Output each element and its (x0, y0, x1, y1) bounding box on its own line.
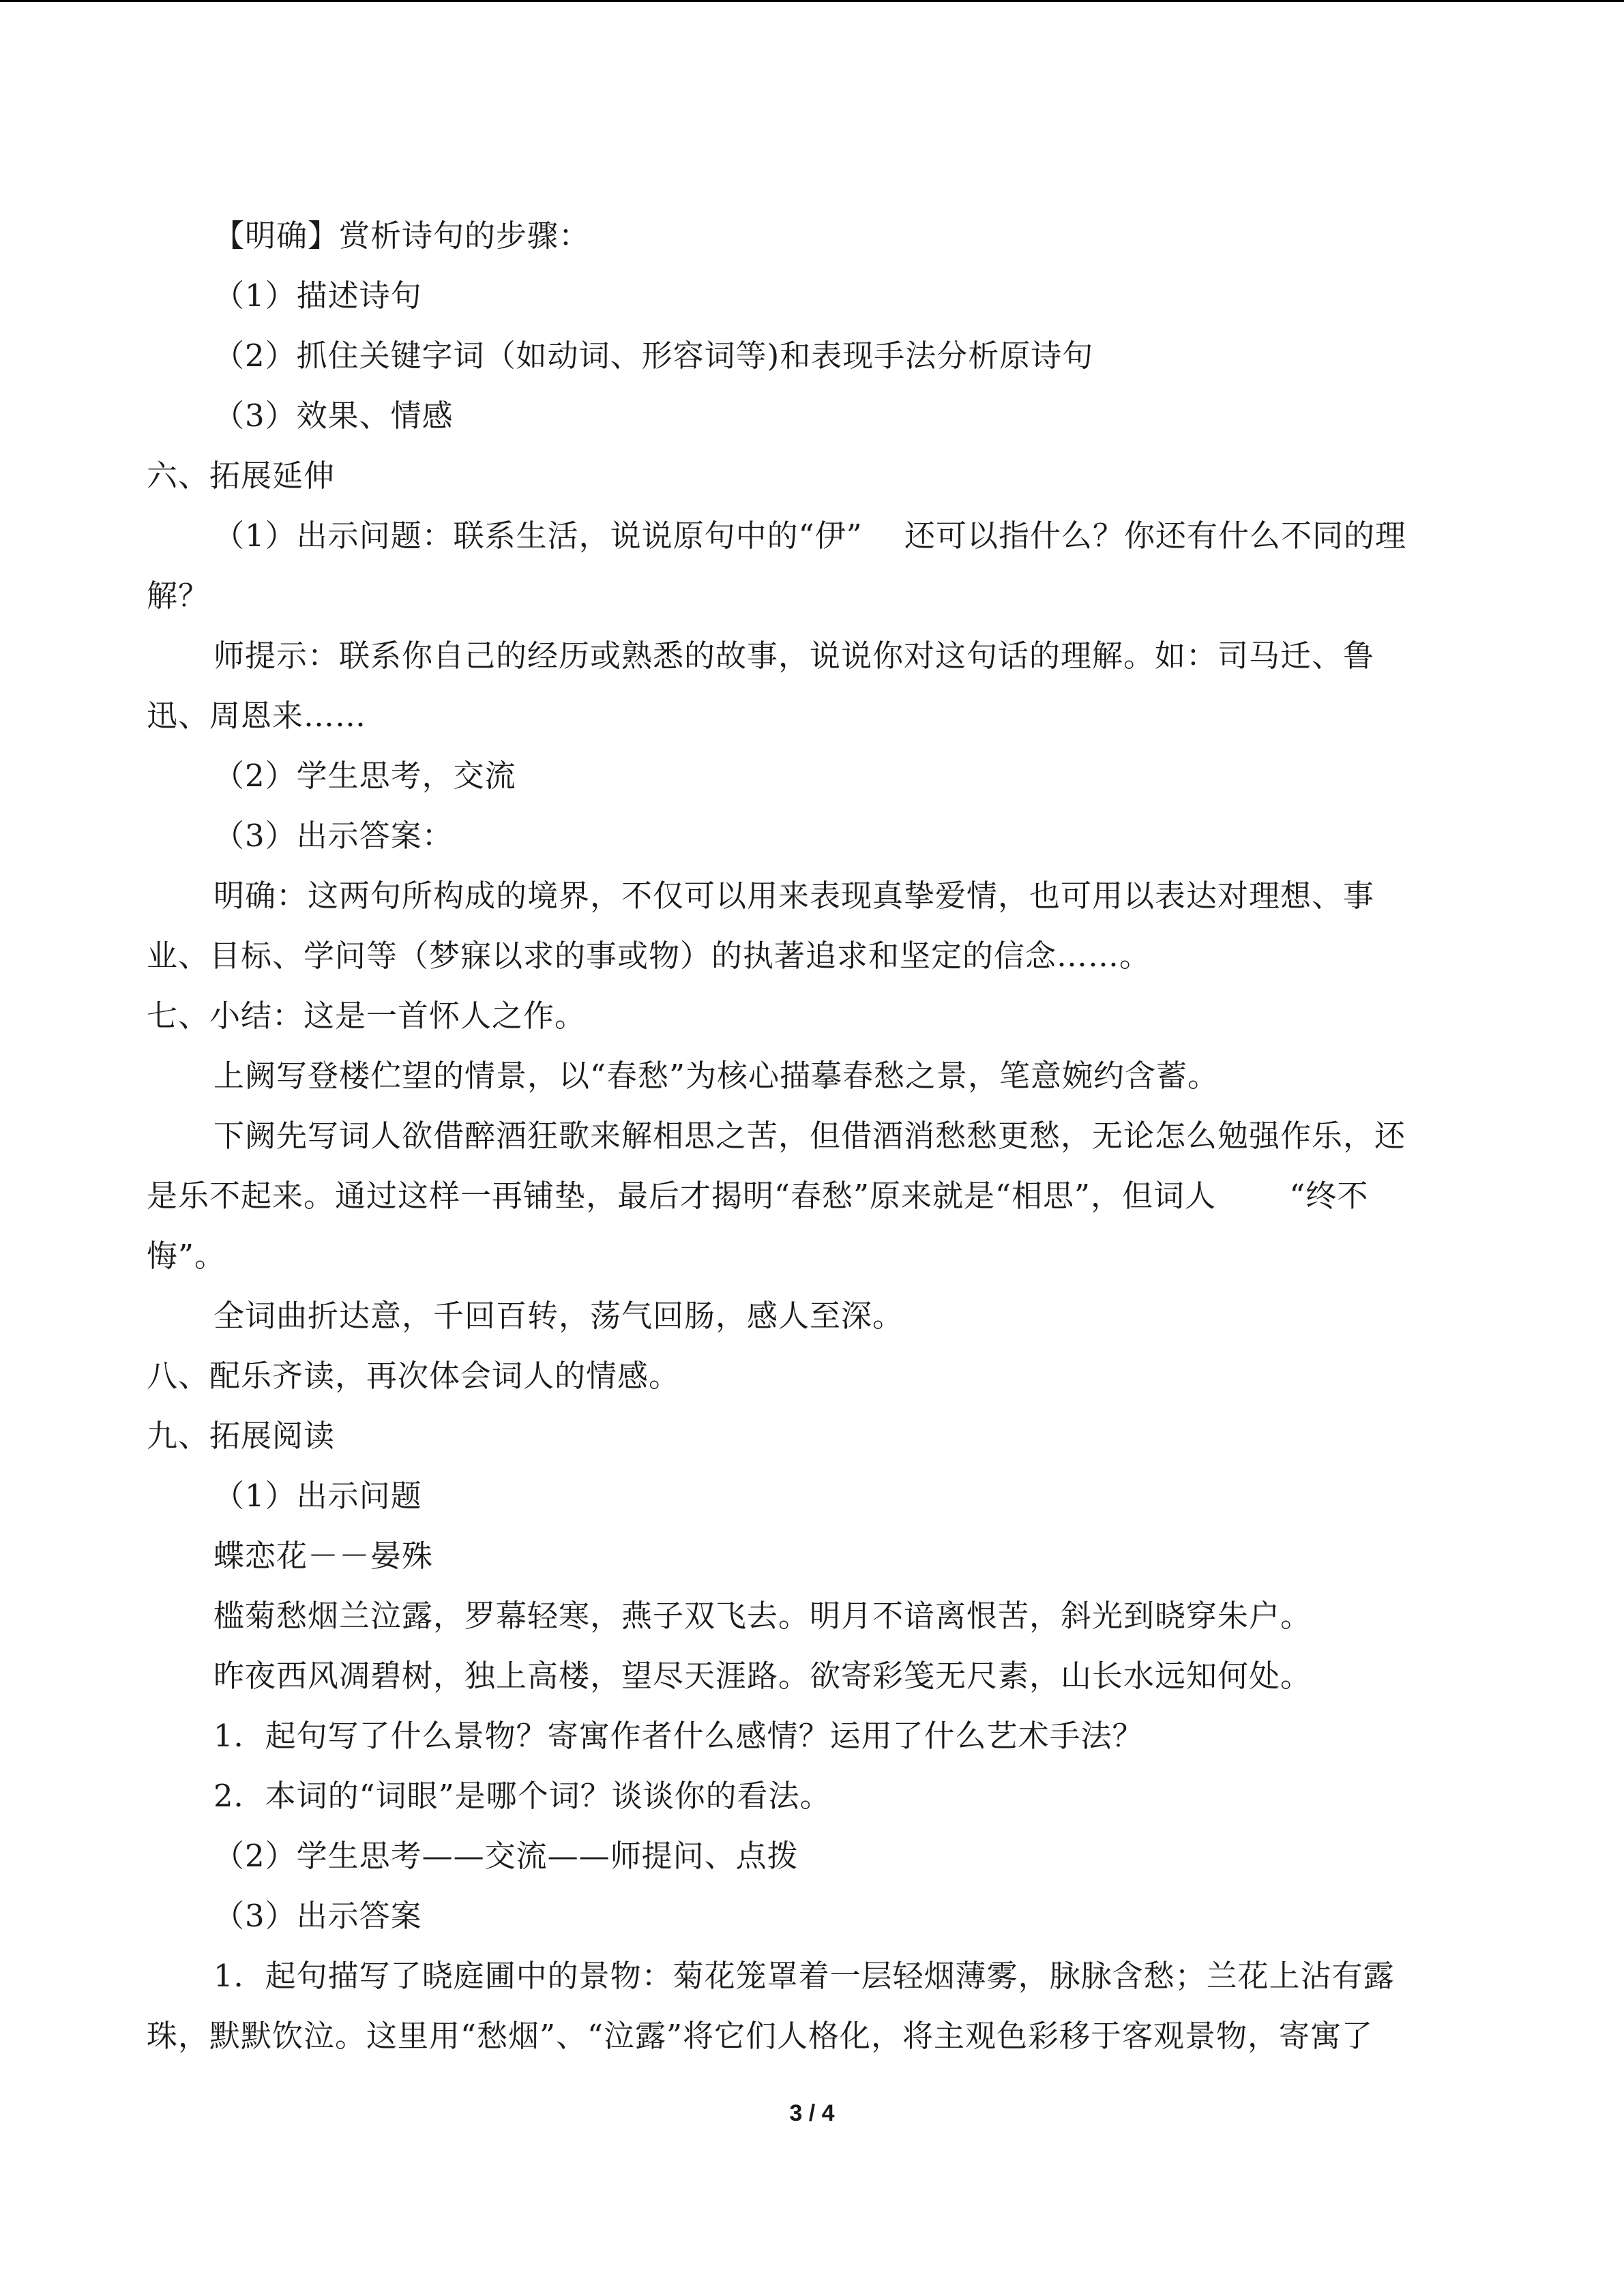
text-line: 珠，默默饮泣。这里用“愁烟”、“泣露”将它们人格化，将主观色彩移于客观景物，寄寓了 (147, 2018, 1374, 2054)
text-line: 迅、周恩来…… (147, 698, 367, 734)
text-line: （2）抓住关键字词（如动词、形容词等)和表现手法分析原诗句 (213, 338, 1094, 374)
text-line: 下阙先写词人欲借醉酒狂歌来解相思之苦，但借酒消愁愁更愁，无论怎么勉强作乐，还 (213, 1118, 1406, 1154)
text-line: 悔”。 (147, 1238, 226, 1274)
section-heading: 九、拓展阅读 (147, 1418, 336, 1454)
text-line: 解？ (147, 578, 210, 614)
text-line: 业、目标、学问等（梦寐以求的事或物）的执著追求和坚定的信念……。 (147, 938, 1151, 974)
text-line: （1）描述诗句 (213, 278, 422, 314)
question-line: 2．本词的“词眼”是哪个词？谈谈你的看法。 (213, 1778, 831, 1814)
text-line: （1）出示问题 (213, 1478, 422, 1514)
text-line: （2）学生思考——交流——师提问、点拨 (213, 1838, 799, 1874)
poem-line: 昨夜西风凋碧树，独上高楼，望尽天涯路。欲寄彩笺无尺素，山长水远知何处。 (213, 1658, 1312, 1694)
text-line: （3）出示答案： (213, 818, 454, 854)
text-line: 全词曲折达意，千回百转，荡气回肠，感人至深。 (213, 1298, 904, 1334)
text-line: （3）出示答案 (213, 1898, 422, 1934)
text-line: 【明确】赏析诗句的步骤： (213, 218, 591, 254)
question-line: 1．起句写了什么景物？寄寓作者什么感情？运用了什么艺术手法？ (213, 1718, 1144, 1754)
text-line: （2）学生思考，交流 (213, 758, 516, 794)
text-line: 1．起句描写了晓庭圃中的景物：菊花笼罩着一层轻烟薄雾，脉脉含愁；兰花上沾有露 (213, 1958, 1395, 1994)
section-heading: 六、拓展延伸 (147, 458, 336, 494)
section-heading: 七、小结：这是一首怀人之作。 (147, 998, 587, 1034)
text-line: 上阙写登楼伫望的情景，以“春愁”为核心描摹春愁之景，笔意婉约含蓄。 (213, 1058, 1220, 1094)
poem-title: 蝶恋花－－晏殊 (213, 1538, 434, 1574)
text-line: （3）效果、情感 (213, 398, 454, 434)
poem-line: 槛菊愁烟兰泣露，罗幕轻寒，燕子双飞去。明月不谙离恨苦，斜光到晓穿朱户。 (213, 1598, 1312, 1634)
text-line: （1）出示问题：联系生活，说说原句中的“伊” 还可以指什么？你还有什么不同的理 (213, 518, 1406, 554)
text-line: 明确：这两句所构成的境界，不仅可以用来表现真挚爱情，也可用以表达对理想、事 (213, 878, 1375, 914)
text-line: 是乐不起来。通过这样一再铺垫，最后才揭明“春愁”原来就是“相思”，但词人 “终不 (147, 1178, 1369, 1214)
text-line: 师提示：联系你自己的经历或熟悉的故事，说说你对这句话的理解。如：司马迁、鲁 (213, 638, 1375, 674)
page-number: 3 / 4 (789, 2100, 835, 2126)
page-top-border (0, 0, 1624, 2)
section-heading: 八、配乐齐读，再次体会词人的情感。 (147, 1358, 681, 1394)
